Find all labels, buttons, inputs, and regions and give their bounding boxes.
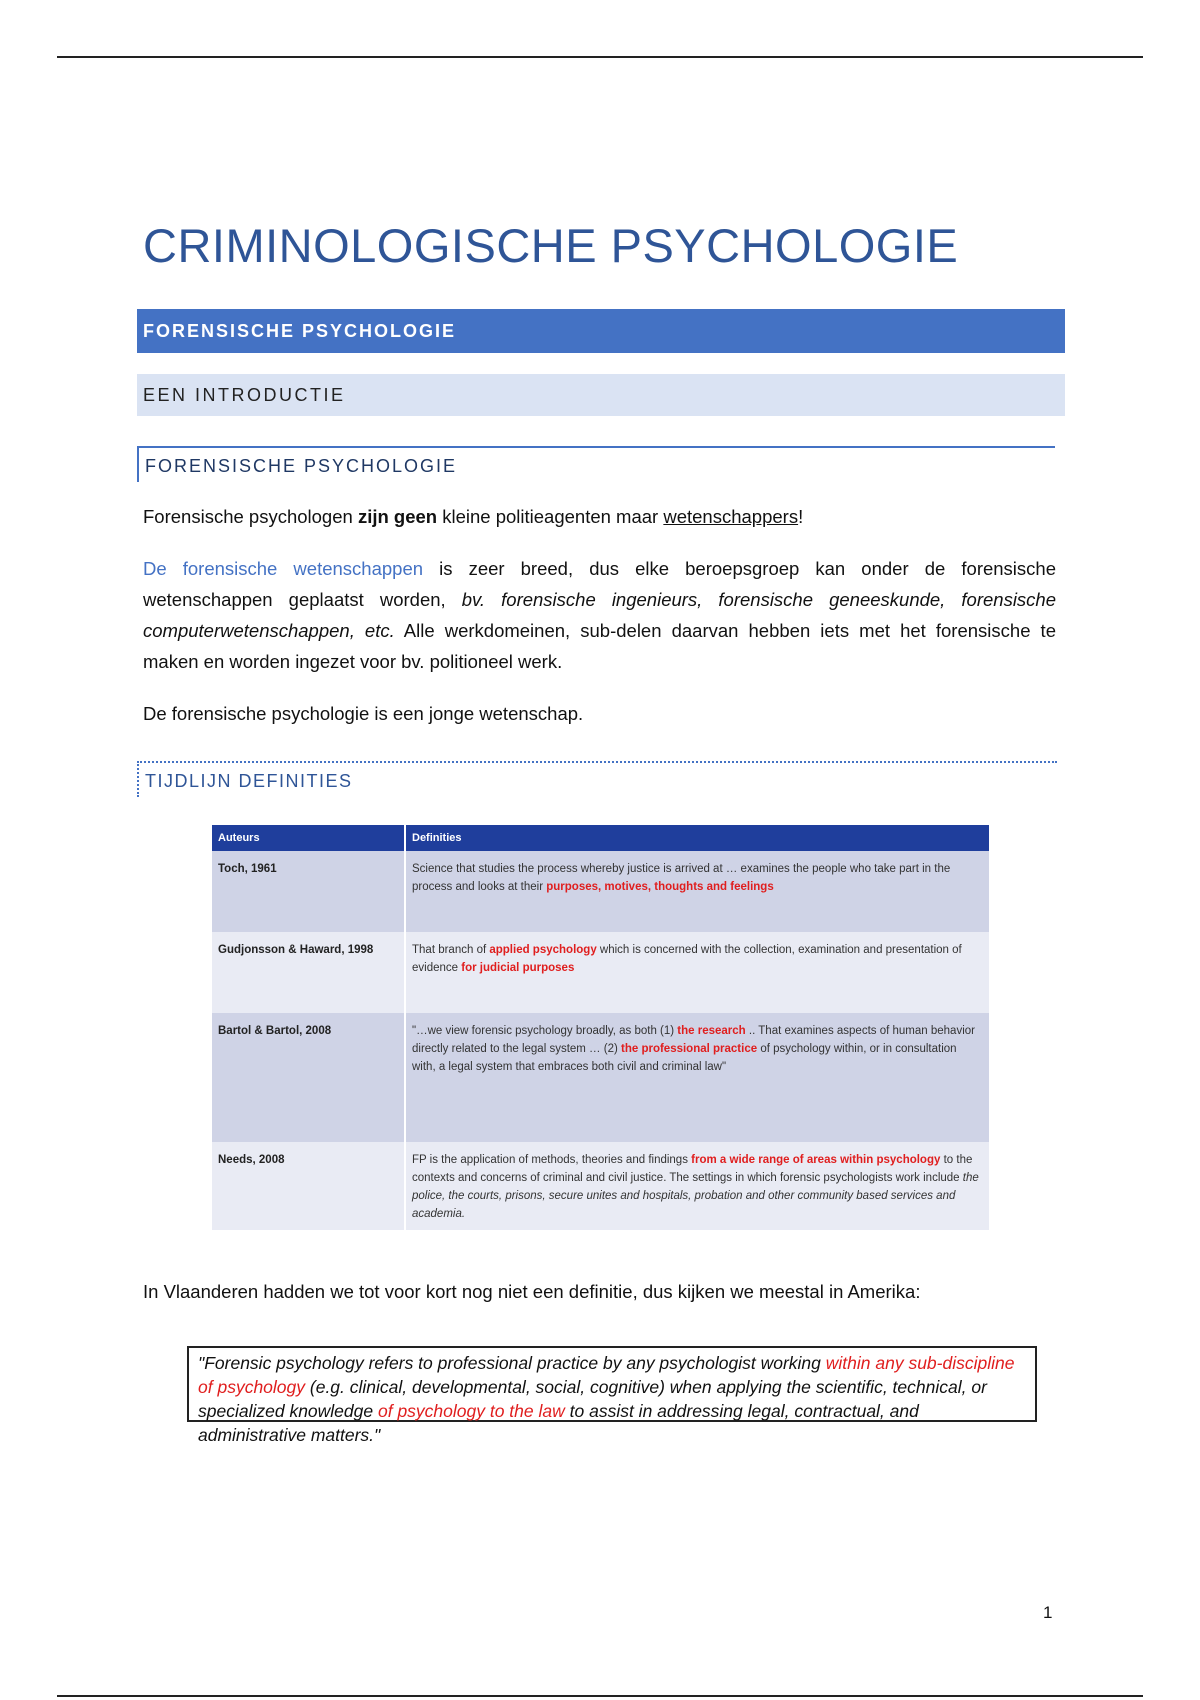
paragraph-young-science: De forensische psychologie is een jonge wetenschap. — [143, 703, 584, 724]
document-title: CRIMINOLOGISCHE PSYCHOLOGIE — [143, 219, 959, 272]
heading-2: EEN INTRODUCTIE — [137, 374, 1065, 416]
definition-cell — [405, 932, 989, 1013]
paragraph-flanders: In Vlaanderen hadden we tot voor kort nog niet een definitie, dus kijken we meestal in Amerika: — [143, 1281, 921, 1302]
table-row — [212, 932, 989, 1013]
blue-text: De forensische wetenschappen — [143, 558, 424, 579]
paragraph-forensic-sciences — [143, 553, 1056, 677]
italic-text: the police, the courts, prisons, secure unites and hospitals, probation and other community based services and academia. — [412, 1172, 979, 1220]
highlight-text: the professional practice — [621, 1043, 758, 1055]
author-cell: Gudjonsson & Haward, 1998 — [212, 932, 405, 1013]
underlined-text: wetenschappers — [663, 506, 799, 527]
heading-3: FORENSISCHE PSYCHOLOGIE — [137, 446, 1055, 482]
author-cell: Toch, 1961 — [212, 851, 405, 932]
text-span: which is concerned with the collection, examination and presentation of evidence — [412, 944, 962, 974]
definition-cell — [405, 851, 989, 932]
highlight-text: purposes, motives, thoughts and feelings — [546, 881, 774, 893]
bold-text: zijn geen — [357, 506, 438, 527]
highlight-text: from a wide range of areas within psychology — [691, 1154, 941, 1166]
text-span: That branch of — [412, 944, 490, 956]
highlight-text: within any sub-discipline of psychology — [198, 1353, 1015, 1397]
text-span: "…we view forensic psychology broadly, as both (1) — [412, 1025, 678, 1037]
text-span: Alle werkdomeinen, sub-delen daarvan hebben iets met het forensische te maken en worden ingezet voor bv. politioneel werk. — [143, 620, 1056, 672]
text-span: to assist in addressing legal, contractual, and administrative matters." — [198, 1401, 919, 1445]
definition-cell — [405, 1142, 989, 1230]
definitions-table — [212, 825, 989, 1230]
text-span: to the contexts and concerns of criminal and civil justice. The settings in which forensic psychologists work include — [412, 1154, 973, 1184]
page-number: 1 — [1043, 1603, 1053, 1622]
highlight-text: for judicial purposes — [461, 962, 575, 974]
table-header-row — [212, 825, 989, 851]
author-cell: Bartol & Bartol, 2008 — [212, 1013, 405, 1142]
heading-4: TIJDLIJN DEFINITIES — [137, 761, 1057, 797]
text-span: .. That examines aspects of human behavior directly related to the legal system … (2) — [412, 1025, 975, 1055]
highlight-text: the research — [677, 1025, 746, 1037]
header-rule — [57, 56, 1143, 58]
footer-rule — [57, 1695, 1143, 1697]
column-header-definitions: Definities — [405, 825, 989, 851]
text-span: ! — [798, 506, 804, 527]
highlight-text: of psychology to the law — [377, 1401, 565, 1421]
table-row — [212, 851, 989, 932]
definition-quote-box — [187, 1346, 1037, 1445]
column-header-authors: Auteurs — [212, 825, 405, 851]
text-span: kleine politieagenten maar — [437, 506, 664, 527]
table-row — [212, 1013, 989, 1142]
author-cell: Needs, 2008 — [212, 1142, 405, 1230]
text-span: Science that studies the process whereby justice is arrived at … examines the people who take part in the process and looks at their — [412, 863, 951, 893]
text-span: FP is the application of methods, theories and findings — [412, 1154, 692, 1166]
heading-1: FORENSISCHE PSYCHOLOGIE — [137, 309, 1065, 353]
text-span: Forensische psychologen — [143, 506, 358, 527]
definition-cell — [405, 1013, 989, 1142]
text-span: of psychology within, or in consultation with, a legal system that embraces both civil and criminal law" — [412, 1043, 957, 1073]
text-span: is zeer breed, dus elke beroepsgroep kan onder de forensische wetenschappen geplaatst worden, — [143, 558, 1056, 610]
italic-text: bv. forensische ingenieurs, forensische geneeskunde, forensische computerwetenschappen, etc. — [143, 589, 1057, 641]
table-row — [212, 1142, 989, 1230]
text-span: (e.g. clinical, developmental, social, cognitive) when applying the scientific, technical, or specialized knowledge — [198, 1377, 987, 1421]
text-span: "Forensic psychology refers to professional practice by any psychologist working — [198, 1353, 826, 1373]
paragraph-intro — [143, 501, 1056, 532]
highlight-text: applied psychology — [489, 944, 597, 956]
